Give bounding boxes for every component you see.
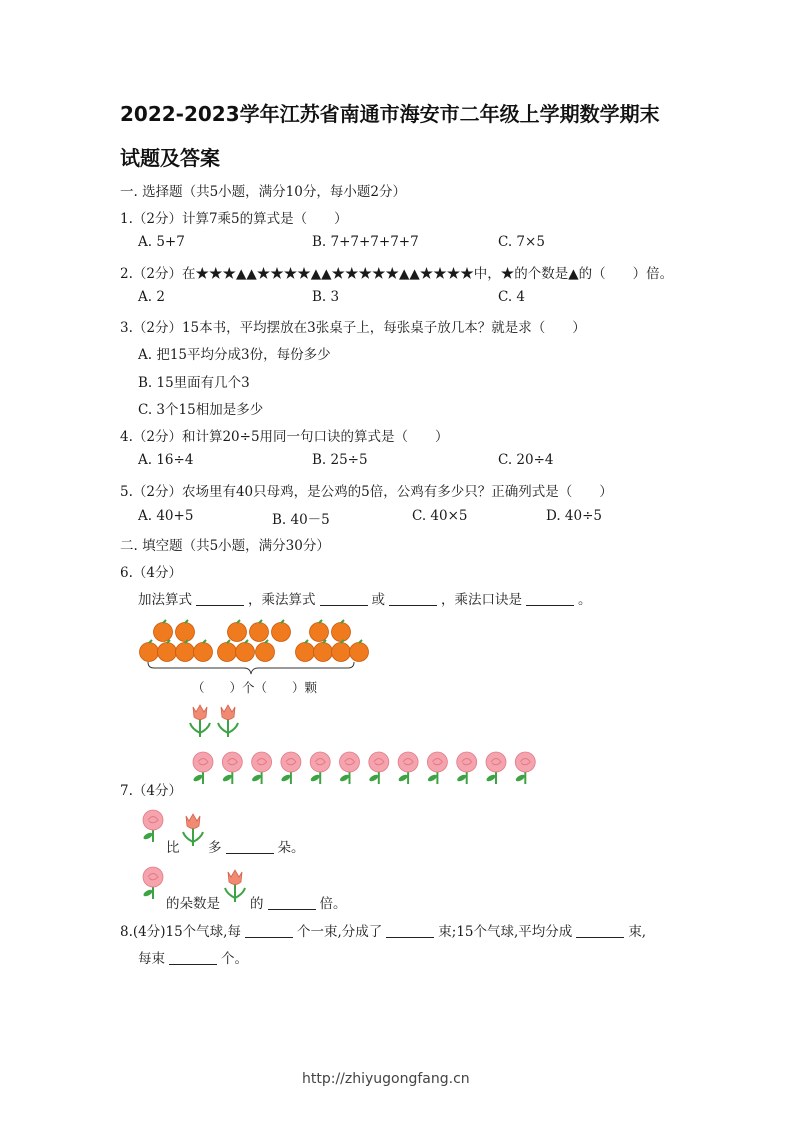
orange-icon: [176, 623, 195, 642]
section-choice-heading: 一. 选择题（共5小题，满分10分，每小题2分）: [120, 184, 406, 200]
q4-stem: 4.（2分）和计算20÷5用同一句口诀的算式是（ ）: [120, 429, 449, 445]
q8-part2: 个一束,分成了: [296, 924, 383, 940]
q8-part4: 束,: [628, 924, 647, 940]
q8-blank-bunches[interactable]: [386, 923, 434, 938]
rose-icon: [222, 752, 243, 784]
q2-option-b: B. 3: [312, 289, 340, 305]
q6-end: 。: [578, 592, 592, 608]
q7-label-times: 倍。: [319, 896, 347, 912]
q6-line: [138, 588, 592, 608]
q4-option-c: C. 20÷4: [498, 452, 554, 468]
orange-icon: [332, 643, 351, 662]
doc-title-line2: 试题及答案: [120, 146, 220, 170]
q6-label-add: 加法算式: [138, 592, 192, 608]
q7-label-count: 的朵数是: [166, 896, 220, 912]
tulip-icon: [223, 868, 249, 904]
q6-blank-mul-2[interactable]: [389, 591, 437, 606]
orange-icon: [350, 643, 369, 662]
rose-icon: [456, 752, 477, 784]
q1-option-c: C. 7×5: [498, 234, 545, 250]
q8-blank-each[interactable]: [169, 950, 217, 965]
rose-icon: [192, 752, 213, 784]
rose-icon: [140, 865, 166, 901]
tulip-icon: [218, 705, 238, 737]
q5-option-b: B. 40－5: [272, 512, 330, 528]
q8-blank-per-bunch[interactable]: [245, 923, 293, 938]
q6-brace-label: （ ）个（ ）颗: [192, 680, 318, 695]
doc-title-line1: 2022-2023学年江苏省南通市海安市二年级上学期数学期末: [120, 102, 660, 126]
rose-icon: [280, 752, 301, 784]
rose-icon: [251, 752, 272, 784]
q8-part6: 个。: [221, 951, 248, 967]
q6-label-or: 或: [371, 592, 385, 608]
q7-label-de: 的: [250, 896, 264, 912]
orange-icon: [236, 643, 255, 662]
orange-icon: [256, 643, 275, 662]
orange-icon: [154, 623, 173, 642]
q8-part3: 束;15个气球,平均分成: [438, 924, 573, 940]
q2-option-a: A. 2: [138, 289, 165, 305]
orange-icon: [228, 623, 247, 642]
rose-icon: [310, 752, 331, 784]
q7-label-duo: 多: [208, 840, 222, 856]
q7-label-bi: 比: [166, 840, 180, 856]
tulip-icon: [190, 705, 210, 737]
q3-option-b: B. 15里面有几个3: [138, 375, 250, 391]
q7-line1: [208, 836, 305, 856]
q6-stem: 6.（4分）: [120, 565, 182, 581]
brace: [146, 662, 356, 676]
q6-label-rhyme: ，乘法口诀是: [441, 592, 522, 608]
rose-icon: [515, 752, 536, 784]
q2-option-c: C. 4: [498, 289, 526, 305]
footer-url: http://zhiyugongfang.cn: [302, 1071, 470, 1087]
q8-line2: [138, 947, 248, 967]
q3-option-a: A. 把15平均分成3份，每份多少: [138, 347, 331, 363]
q8-line1: [120, 920, 646, 940]
rose-icon: [368, 752, 389, 784]
roses-illustration: [190, 750, 550, 790]
q1-option-a: A. 5+7: [138, 234, 185, 250]
orange-icon: [176, 643, 195, 662]
orange-icon: [310, 623, 329, 642]
rose-icon: [339, 752, 360, 784]
rose-icon: [140, 808, 166, 844]
section-fill-heading: 二. 填空题（共5小题，满分30分）: [120, 538, 330, 554]
orange-icon: [250, 623, 269, 642]
q5-option-d: D. 40÷5: [546, 508, 603, 524]
q2-stem: 2.（2分）在★★★▲▲★★★★▲▲★★★★★▲▲★★★★中，★的个数是▲的（ ）倍。: [120, 266, 674, 282]
q6-blank-rhyme[interactable]: [526, 591, 574, 606]
rose-icon: [398, 752, 419, 784]
orange-icon: [296, 643, 315, 662]
orange-icon: [332, 623, 351, 642]
q4-option-a: A. 16÷4: [138, 452, 194, 468]
q8-blank-split[interactable]: [576, 923, 624, 938]
orange-icon: [272, 623, 291, 642]
q1-stem: 1.（2分）计算7乘5的算式是（ ）: [120, 211, 348, 227]
tulip-icon: [181, 812, 207, 848]
q5-option-c: C. 40×5: [412, 508, 468, 524]
q6-blank-mul-1[interactable]: [320, 591, 368, 606]
rose-icon: [427, 752, 448, 784]
q8-part1: 8.(4分)15个气球,每: [120, 924, 241, 940]
rose-icon: [485, 752, 506, 784]
orange-icon: [140, 643, 159, 662]
q1-option-b: B. 7+7+7+7+7: [312, 234, 419, 250]
q7-blank-times[interactable]: [268, 895, 316, 910]
q8-part5: 每束: [138, 951, 165, 967]
orange-icon: [314, 643, 333, 662]
orange-icon: [194, 643, 213, 662]
orange-icon: [158, 643, 177, 662]
q7-blank-more[interactable]: [226, 839, 274, 854]
orange-icon: [218, 643, 237, 662]
q4-option-b: B. 25÷5: [312, 452, 368, 468]
q3-option-c: C. 3个15相加是多少: [138, 402, 264, 418]
q6-blank-add[interactable]: [196, 591, 244, 606]
q7-stem: 7.（4分）: [120, 783, 182, 799]
q7-line2: [250, 892, 347, 912]
tulips-illustration: [188, 703, 258, 743]
q3-stem: 3.（2分）15本书，平均摆放在3张桌子上，每张桌子放几本？就是求（ ）: [120, 320, 586, 336]
q5-stem: 5.（2分）农场里有40只母鸡，是公鸡的5倍，公鸡有多少只？正确列式是（ ）: [120, 484, 613, 500]
q5-option-a: A. 40+5: [138, 508, 194, 524]
q6-label-mul: ，乘法算式: [248, 592, 316, 608]
q7-label-flowers: 朵。: [277, 840, 305, 856]
